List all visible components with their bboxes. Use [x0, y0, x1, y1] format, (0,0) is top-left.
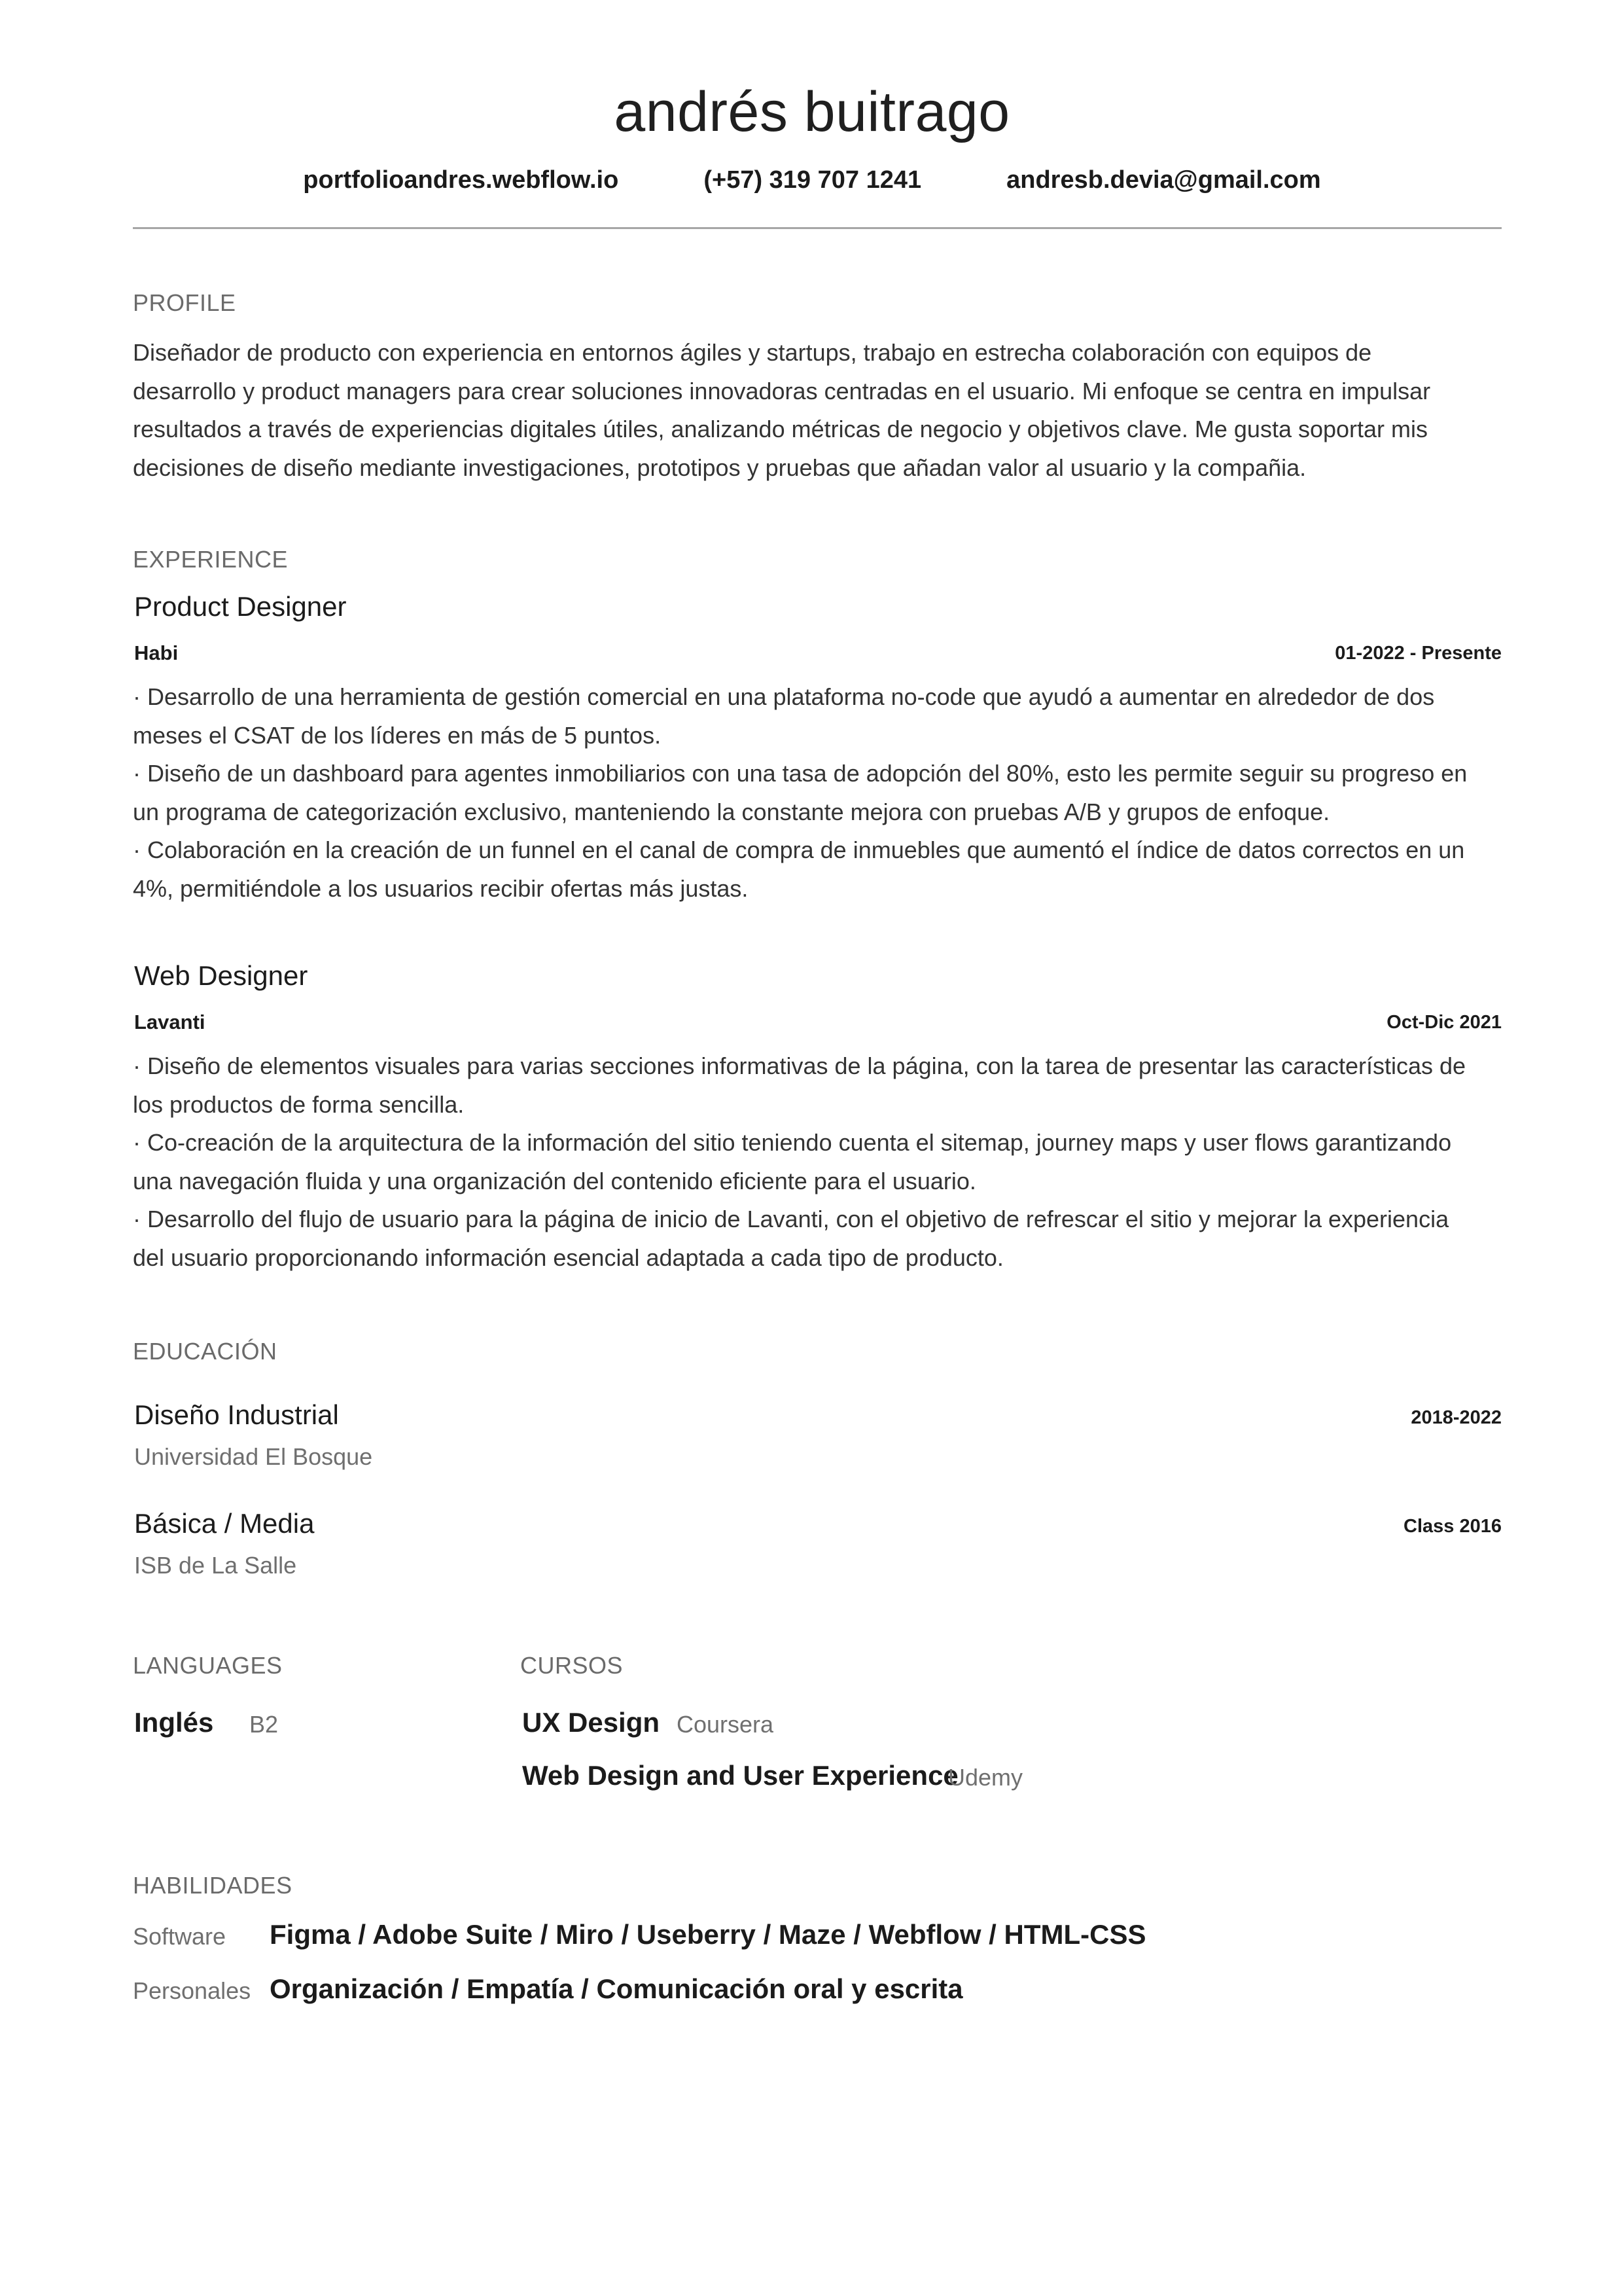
skill-label: Personales [133, 1977, 251, 2004]
job-bullet-line: del usuario proporcionando información esencial adaptada a cada tipo de producto. [133, 1244, 1004, 1271]
job-bullet-line: · Diseño de un dashboard para agentes inmobiliarios con una tasa de adopción del 80%, esto les permite seguir su progreso en [133, 760, 1468, 787]
skills-heading: HABILIDADES [133, 1872, 292, 1899]
job-company: Lavanti [134, 1011, 205, 1033]
header-divider [133, 227, 1502, 229]
contact-row [0, 166, 1624, 194]
language-level: B2 [249, 1711, 279, 1738]
job-bullet-line: una navegación fluida y una organización del contenido eficiente para el usuario. [133, 1167, 976, 1194]
job-bullet-line: los productos de forma sencilla. [133, 1090, 465, 1118]
skill-label: Software [133, 1923, 226, 1950]
course-provider: Udemy [948, 1764, 1023, 1791]
job-bullet-line: 4%, permitiéndole a los usuarios recibir ofertas más justas. [133, 874, 749, 902]
education-degree: Diseño Industrial [134, 1399, 339, 1430]
job-role: Product Designer [134, 591, 347, 622]
profile-line: Diseñador de producto con experiencia en entornos ágiles y startups, trabajo en estrecha colaboración con equipos de [133, 339, 1372, 366]
job-bullet-line: · Colaboración en la creación de un funnel en el canal de compra de inmuebles que aumentó el índice de datos correctos en un [133, 836, 1465, 863]
education-heading: EDUCACIÓN [133, 1338, 277, 1365]
profile-text [133, 334, 1502, 487]
skill-value: Figma / Adobe Suite / Miro / Useberry / Maze / Webflow / HTML-CSS [270, 1919, 1146, 1950]
job-dates: 01-2022 - Presente [1335, 643, 1502, 664]
course-name: Web Design and User Experience [522, 1760, 959, 1791]
job-company: Habi [134, 641, 179, 664]
profile-line: resultados a través de experiencias digitales útiles, analizando métricas de negocio y objetivos clave. Me gusta soportar mis [133, 416, 1428, 442]
language-name: Inglés [134, 1707, 214, 1738]
education-school: Universidad El Bosque [134, 1443, 373, 1470]
job-bullet-line: un programa de categorización exclusivo, manteniendo la constante mejora con pruebas A/B y grupos de enfoque. [133, 798, 1330, 825]
job-bullet-line: · Desarrollo de una herramienta de gestión comercial en una plataforma no-code que ayudó a aumentar en alrededor de dos [133, 683, 1435, 710]
job-role: Web Designer [134, 960, 308, 991]
skill-value: Organización / Empatía / Comunicación oral y escrita [270, 1973, 963, 2004]
job-bullet-line: · Diseño de elementos visuales para varias secciones informativas de la página, con la tarea de presentar las características de [133, 1052, 1466, 1079]
course-provider: Coursera [677, 1711, 774, 1738]
profile-heading: PROFILE [133, 289, 236, 316]
profile-line: decisiones de diseño mediante investigaciones, prototipos y pruebas que añadan valor al usuario y la compañia. [133, 454, 1307, 481]
candidate-name: andrés buitrago [614, 81, 1010, 143]
education-dates: Class 2016 [1403, 1516, 1502, 1537]
experience-heading: EXPERIENCE [133, 546, 289, 573]
email-link[interactable]: andresb.devia@gmail.com [1006, 166, 1321, 194]
job-bullet-line: · Desarrollo del flujo de usuario para la página de inicio de Lavanti, con el objetivo de refrescar el sitio y mejorar la experiencia [133, 1206, 1449, 1232]
job-bullet-line: meses el CSAT de los líderes en más de 5 puntos. [133, 721, 662, 749]
courses-heading: CURSOS [520, 1652, 624, 1679]
job-bullets [133, 678, 1507, 908]
phone-number: (+57) 319 707 1241 [703, 166, 922, 194]
education-school: ISB de La Salle [134, 1552, 297, 1579]
languages-heading: LANGUAGES [133, 1652, 283, 1679]
education-dates: 2018-2022 [1411, 1407, 1502, 1428]
education-degree: Básica / Media [134, 1508, 315, 1539]
profile-line: desarrollo y product managers para crear soluciones innovadoras centradas en el usuario. Mi enfoque se centra en impulsar [133, 377, 1431, 404]
job-dates: Oct-Dic 2021 [1386, 1012, 1502, 1033]
course-name: UX Design [522, 1707, 660, 1738]
job-bullet-line: · Co-creación de la arquitectura de la información del sitio teniendo cuenta el sitemap, journey maps y user flows garantizando [133, 1129, 1452, 1156]
portfolio-link[interactable]: portfolioandres.webflow.io [303, 166, 619, 194]
job-bullets [133, 1047, 1507, 1277]
